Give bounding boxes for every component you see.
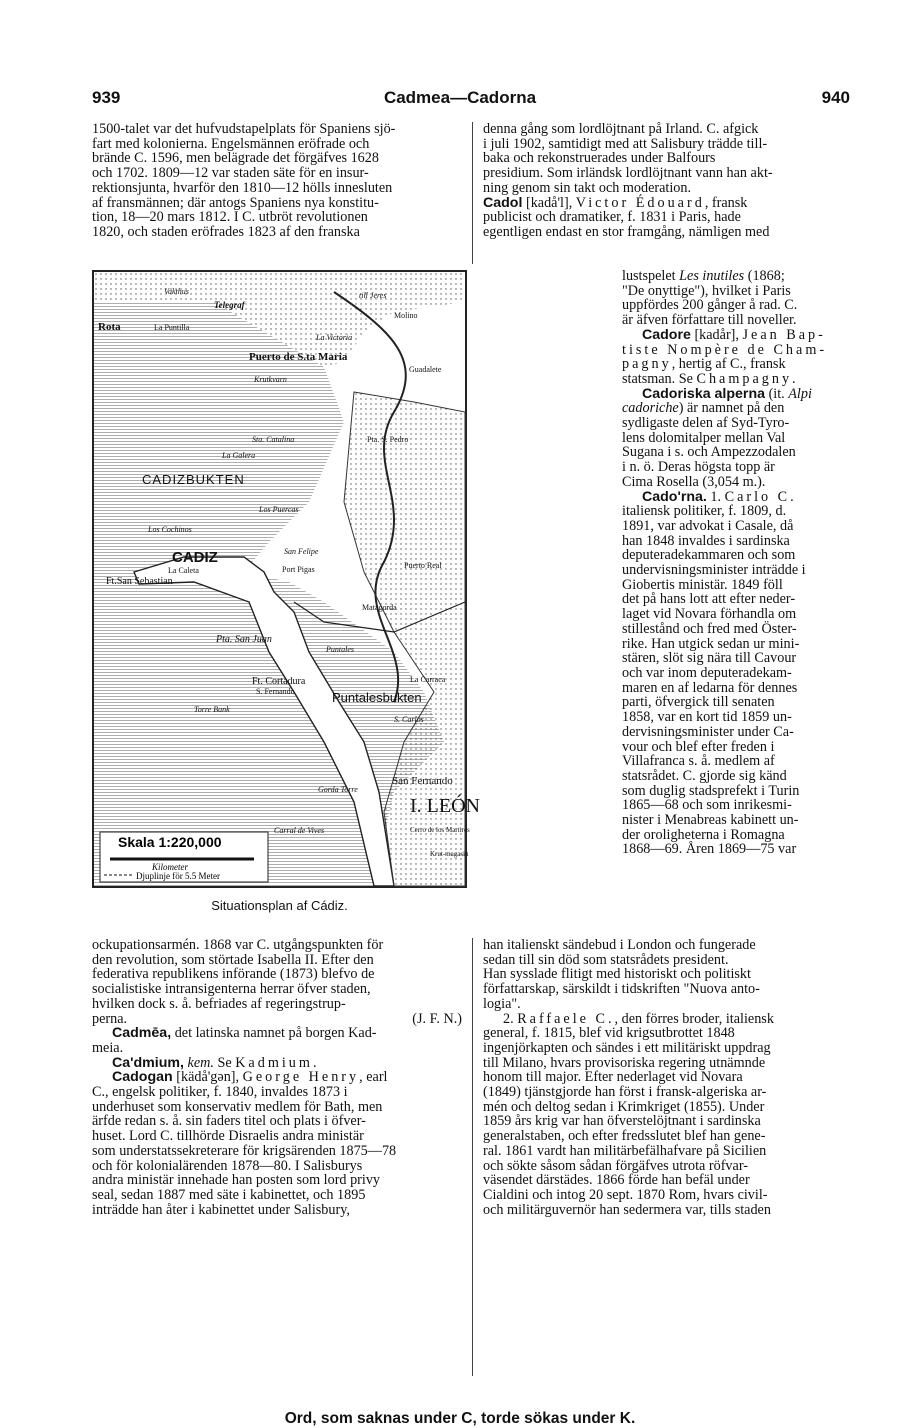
text-line: hvilken dock s. å. befriades af regeringstrup-	[92, 995, 346, 1012]
text-line: han 1848 invaldes i sardinska	[622, 532, 790, 549]
text-fragment: , earl	[359, 1069, 388, 1086]
text-fragment: , hertig af C., fransk	[671, 356, 786, 373]
column-rule-top	[472, 122, 473, 264]
text-line: general, f. 1815, blef vid krigsutbrottet 1848	[483, 1025, 735, 1042]
map-label: Puntales	[326, 645, 354, 654]
text-line: tion, 18—20 mars 1812. I C. utbröt revolutionen	[92, 209, 368, 226]
map-label: Port Pigas	[282, 565, 315, 574]
text-fragment: (1868;	[744, 268, 785, 284]
italic-term: kem.	[183, 1054, 214, 1071]
text-line: och var inom deputeradekam-	[622, 664, 792, 681]
text-line: är äfven författare till noveller.	[622, 312, 797, 329]
text-line: och sökte såsom sådan förgäfves utrota röfvar-	[483, 1157, 748, 1174]
map-label: La Caleta	[168, 566, 199, 575]
text-line: Sugana i s. och Ampezzodalen	[622, 444, 796, 461]
map-label: Ft. Cortadura	[252, 676, 306, 687]
map-label: till Jeres	[359, 291, 387, 300]
text-line: författarskap, särskildt i tidskriften "Nuova anto-	[483, 981, 760, 998]
map-drawing	[94, 272, 480, 886]
text-line: ning genom sin takt och moderation.	[483, 179, 692, 196]
text-line: ral. 1861 vardt han militärbefälhafvare på Sicilien	[483, 1142, 767, 1159]
text-line: laget vid Novara förhandla om	[622, 606, 797, 623]
right-column-top	[483, 122, 853, 240]
text-line: stillestånd och fred med Öster-	[622, 620, 797, 637]
text-line: fart med kolonierna. Engelsmännen eröfrade och	[92, 135, 370, 152]
text-line: sedan till sin död som statsrådets president.	[483, 951, 729, 968]
cross-reference: Champagny	[696, 370, 793, 387]
text-line: till Milano, hvars provisoriska regering utnämnde	[483, 1054, 766, 1071]
text-line: italiensk politiker, f. 1809, d.	[622, 503, 787, 520]
text-line: deputeradekammaren och som	[622, 547, 796, 564]
map-label: Ft.San Sebastian	[106, 576, 173, 587]
text-line: Cialdini och intog 20 sept. 1870 Rom, hvars civil-	[483, 1186, 768, 1203]
text-fragment: 1.	[706, 488, 725, 505]
text-line: nister i Menabreas kabinett un-	[622, 812, 799, 829]
map-label: San Fernando	[392, 775, 453, 787]
text-line: meia.	[92, 1039, 124, 1056]
map-label: Torre Bank	[194, 705, 230, 714]
text-line: rike. Han utgick sedan ur mini-	[622, 635, 800, 652]
map-label: Gorda Torre	[318, 785, 358, 794]
narrow-column	[622, 269, 853, 857]
column-rule-bottom	[472, 938, 473, 1376]
text-line: baka och rekonstruerades under Balfours	[483, 150, 716, 167]
map-label: La Galera	[222, 451, 256, 460]
map-label: CADIZBUKTEN	[142, 472, 245, 487]
italic-title: Les inutiles	[679, 268, 745, 284]
map-label: Cerro de los Martires	[410, 826, 470, 834]
text-line: lens dolomitalper mellan Val	[622, 429, 786, 446]
text-line: generalstaben, och efter fredsslutet blef han gene-	[483, 1128, 766, 1145]
text-line: i juli 1902, samtidigt med att Salisbury trädde till-	[483, 135, 768, 152]
text-fragment: det latinska namnet på borgen Kad-	[171, 1025, 377, 1042]
page-number-left: 939	[92, 88, 121, 107]
map-label: La Puntilla	[154, 323, 190, 332]
map-label: Puerto de S.ta Maria	[249, 351, 348, 363]
text-line: parti, öfvergick till senaten	[622, 694, 775, 711]
text-fragment: .	[792, 370, 796, 387]
map-label: Matagorda	[362, 603, 397, 612]
text-line: i n. ö. Deras högsta topp är	[622, 459, 775, 476]
map-label: Pta. San Juan	[216, 634, 272, 645]
pronunciation: [kädå'gən],	[172, 1069, 243, 1086]
text-line: statsrådet. C. gjorde sig känd	[622, 767, 787, 784]
text-line: (1849) tjänstgjorde han först i fransk-algeriska ar-	[483, 1084, 767, 1101]
text-line: väsendet därstädes. 1866 förde han befäl under	[483, 1172, 750, 1189]
text-line: mén och deltog sedan i Krimkriget (1855). Under	[483, 1098, 765, 1115]
headword-cadore: Cadore	[642, 326, 691, 343]
scale-unit: Kilometer	[152, 862, 188, 872]
map-label: Krutkvarn	[254, 375, 287, 384]
person-name: tiste Nompère de Cham-	[622, 341, 828, 358]
text-line: C., engelsk politiker, f. 1840, invaldes 1873 i	[92, 1084, 348, 1101]
text-line: Cima Rosella (3,054 m.).	[622, 473, 766, 490]
map-label: Vakthus	[164, 287, 189, 296]
map-label: Molino	[394, 311, 418, 320]
left-column-top	[92, 122, 462, 240]
text-line: 1891, var advokat i Casale, då	[622, 517, 794, 534]
text-line: huset. Lord C. tillhörde Disraelis andra ministär	[92, 1128, 364, 1145]
map-label: S. Fernando	[256, 687, 295, 696]
depth-legend: Djuplinje för 5.5 Meter	[136, 871, 220, 881]
map-caption: Situationsplan af Cádiz.	[211, 898, 348, 913]
map-label: San Felipe	[284, 547, 319, 556]
text-line: ockupationsarmén. 1868 var C. utgångspunkten för	[92, 937, 384, 953]
headword-cadogan: Cadogan	[112, 1069, 173, 1086]
text-line: federativa republikens införande (1873) blefvo de	[92, 966, 375, 983]
map-label: Rota	[98, 321, 121, 333]
text-line: han italienskt sändebud i London och fungerade	[483, 937, 756, 953]
text-line: egentligen endast en stor framgång, nämligen med	[483, 223, 770, 240]
map-label: Los Cochinos	[148, 525, 192, 534]
entry-cadol	[483, 196, 853, 211]
text-line: och för kolonialärenden 1878—80. I Salisburys	[92, 1157, 363, 1174]
map-label: Puntalesbukten	[332, 690, 422, 705]
italic-term: Alpi	[788, 385, 812, 402]
person-name: George Henry	[242, 1069, 360, 1086]
text-line: 1868—69. Åren 1869—75 var	[622, 841, 797, 858]
map-label: I. LEÓN	[410, 795, 480, 817]
text-line: sydligaste delen af Syd-Tyro-	[622, 415, 790, 432]
italic-term: cadoriche	[622, 400, 679, 417]
text-fragment: .	[312, 1054, 317, 1071]
text-line: andra ministär innehade han posten som lord privy	[92, 1172, 381, 1189]
map-label: Sta. Catalina	[252, 435, 295, 444]
right-column-bottom	[483, 938, 853, 1217]
page-title: Cadmea—Cadorna	[383, 88, 537, 107]
text-line: brände C. 1596, men belägrade det förgäfves 1628	[92, 150, 379, 167]
person-name: Victor Édouard	[575, 194, 705, 211]
map-label: Puerto Real	[404, 561, 442, 570]
text-line: det på hans lott att efter neder-	[622, 591, 796, 608]
text-line: och 1702. 1809—12 var staden säte för en insur-	[92, 165, 369, 182]
map-label: Telegraf	[214, 300, 245, 310]
headword-cadmium: Ca'dmium,	[112, 1054, 184, 1071]
map-label: Pta. S. Pedro	[367, 435, 409, 444]
person-name: pagny	[622, 356, 672, 373]
text-line: "De onyttige"), hvilket i Paris	[622, 282, 791, 299]
text-line: 1859 års krig var han öfverstelöjtnant i sardinska	[483, 1113, 761, 1130]
text-line: vour och blef efter freden i	[622, 738, 775, 755]
text-line: publicist och dramatiker, f. 1831 i Paris, hade	[483, 209, 741, 226]
text-line: ärfde redan s. å. sin faders titel och plats i öfver-	[92, 1113, 366, 1130]
text-line: seal, sedan 1887 med säte i kabinettet, och 1895	[92, 1186, 366, 1203]
text-line: stären, slöt sig nära till Cavour	[622, 650, 797, 667]
left-column-bottom	[92, 938, 462, 1217]
text-line: den revolution, som störtade Isabella II. Efter den	[92, 951, 374, 968]
text-line: ingenjörkapten och sändes i ett militäriskt uppdrag	[483, 1039, 771, 1056]
text-fragment: lustspelet	[622, 268, 680, 284]
page-number-right: 940	[821, 88, 850, 107]
map-label: Los Puercas	[259, 505, 299, 514]
text-fragment: (it.	[765, 385, 789, 402]
map-label: Carral de Vives	[274, 826, 325, 835]
text-line: socialistiske intransigenterna herrar öfver staden,	[92, 981, 371, 998]
text-line: och militärguvernör han sedermera var, tills staden	[483, 1201, 771, 1218]
headword-cadmea: Cadmēa,	[112, 1025, 172, 1042]
text-line: dervisningsminister under Ca-	[622, 723, 794, 740]
map-label: CADIZ	[172, 549, 218, 566]
headword-cadol: Cadol	[483, 194, 523, 211]
text-fragment: , den förres broder, italiensk	[614, 1010, 774, 1027]
person-name: Jean Bap-	[742, 326, 826, 343]
text-line: honom till major. Efter nederlaget vid Novara	[483, 1069, 743, 1086]
person-name: Carlo C.	[724, 488, 797, 505]
map-label: Guadalete	[409, 365, 442, 374]
map-label: Krut-magasin	[430, 850, 469, 858]
cross-reference: Kadmium	[235, 1054, 313, 1071]
text-line: Han sysslade flitigt med historiskt och politiskt	[483, 966, 751, 983]
text-line: denna gång som lordlöjtnant på Irland. C. afgick	[483, 121, 759, 137]
text-line: undervisningsminister inträdde i	[622, 562, 806, 579]
footer-note: Ord, som saknas under C, torde sökas under K.	[284, 1410, 636, 1427]
text-fragment: statsman. Se	[622, 370, 697, 387]
pronunciation: [kadår],	[690, 326, 743, 343]
map-label: La Victoria	[316, 333, 353, 342]
text-line: 1858, var en kort tid 1859 un-	[622, 709, 792, 726]
text-line: som duglig stadsprefekt i Turin	[622, 782, 800, 799]
text-line: af fransmännen; där antogs Spaniens nya konstitu-	[92, 194, 379, 211]
author-signature: (J. F. N.)	[412, 1010, 462, 1027]
headword-cadorna: Cado'rna.	[642, 488, 707, 505]
headword-cadoriska: Cadoriska alperna	[642, 385, 766, 402]
person-name: Raffaele C.	[517, 1010, 615, 1027]
text-line: maren en af ledarna för dennes	[622, 679, 798, 696]
text-line: logia".	[483, 995, 521, 1012]
situation-map	[92, 270, 480, 888]
text-line: Villafranca s. å. medlem af	[622, 753, 775, 770]
map-label: S. Carlos	[394, 715, 424, 724]
text-line: inträdde han åter i kabinettet under Salisbury,	[92, 1201, 350, 1218]
text-fragment: , fransk	[704, 194, 748, 211]
text-line: rektionsjunta, hvarför den 1810—12 hölls innesluten	[92, 179, 393, 196]
text-line: Giobertis ministär. 1849 föll	[622, 576, 783, 593]
text-line: der oroligheterna i Romagna	[622, 826, 785, 843]
text-line: uppfördes 200 gånger å rad. C.	[622, 297, 798, 314]
scale-label: Skala 1:220,000	[118, 834, 222, 850]
text-fragment: Se	[213, 1054, 236, 1071]
text-line: 1820, och staden eröfrades 1823 af den franska	[92, 223, 360, 240]
text-line: som understatssekreterare för krigsärenden 1875—78	[92, 1142, 397, 1159]
text-fragment: ) är namnet på den	[678, 400, 785, 417]
text-line: 1865—68 och som inrikesmi-	[622, 797, 792, 814]
map-label: La Carraca	[410, 675, 446, 684]
text-fragment: perna.	[92, 1010, 128, 1027]
text-line: 1500-talet var det hufvudstapelplats för Spaniens sjö-	[92, 121, 396, 137]
pronunciation: [kadå'l],	[522, 194, 576, 211]
text-fragment: 2.	[503, 1010, 518, 1027]
text-line: underhuset som konservativ medlem för Bath, men	[92, 1098, 383, 1115]
text-line: presidium. Som irländsk lordlöjtnant vann han akt-	[483, 165, 773, 182]
